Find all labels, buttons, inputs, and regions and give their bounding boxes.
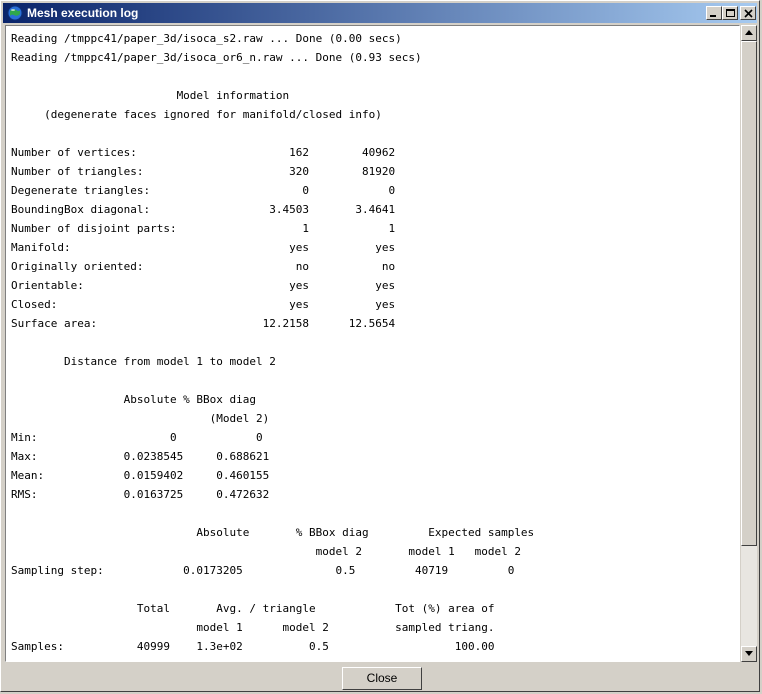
close-icon	[744, 9, 753, 18]
vertical-scrollbar[interactable]	[741, 25, 757, 662]
log-line: model 2 model 1 model 2	[11, 545, 521, 558]
log-line: Mean: 0.0159402 0.460155	[11, 469, 270, 482]
log-line: Sampling step: 0.0173205 0.5 40719 0	[11, 564, 515, 577]
log-line: Manifold: yes yes	[11, 241, 396, 254]
close-window-button[interactable]	[740, 6, 756, 20]
log-line: Reading /tmppc41/paper_3d/isoca_s2.raw ... Done (0.00 secs)	[11, 32, 402, 45]
log-line	[11, 504, 534, 523]
title-bar[interactable]	[3, 3, 757, 23]
log-line: Surface area: 12.2158 12.5654	[11, 317, 396, 330]
scroll-thumb[interactable]	[741, 41, 757, 546]
scroll-up-button[interactable]	[741, 25, 757, 41]
log-line	[11, 580, 534, 599]
log-line: Number of disjoint parts: 1 1	[11, 222, 396, 235]
log-line: Distance from model 1 to model 2	[11, 355, 276, 368]
arrow-up-icon	[745, 30, 753, 35]
log-line: Orientable: yes yes	[11, 279, 396, 292]
log-line	[11, 124, 534, 143]
arrow-down-icon	[745, 651, 753, 656]
log-line	[11, 333, 534, 352]
log-line: BoundingBox diagonal: 3.4503 3.4641	[11, 203, 396, 216]
maximize-button[interactable]	[722, 6, 738, 20]
minimize-button[interactable]	[706, 6, 722, 20]
log-line: Originally oriented: no no	[11, 260, 396, 273]
log-line: Total Avg. / triangle Tot (%) area of	[11, 602, 495, 615]
log-line: Closed: yes yes	[11, 298, 396, 311]
log-line: Absolute % BBox diag	[11, 393, 257, 406]
log-line: Model information	[11, 89, 290, 102]
log-content	[11, 29, 534, 656]
log-line: RMS: 0.0163725 0.472632	[11, 488, 270, 501]
close-button[interactable]: Close	[342, 667, 422, 690]
maximize-icon	[726, 9, 735, 18]
log-line	[11, 67, 534, 86]
scroll-down-button[interactable]	[741, 646, 757, 662]
log-line: model 1 model 2 sampled triang.	[11, 621, 495, 634]
log-text-area[interactable]	[5, 25, 740, 662]
log-line: (degenerate faces ignored for manifold/closed info)	[11, 108, 382, 121]
globe-app-icon	[7, 5, 23, 21]
log-line: Absolute % BBox diag Expected samples	[11, 526, 535, 539]
log-line: Max: 0.0238545 0.688621	[11, 450, 270, 463]
log-line: Number of vertices: 162 40962	[11, 146, 396, 159]
window-title: Mesh execution log	[27, 6, 139, 20]
log-line: Samples: 40999 1.3e+02 0.5 100.00	[11, 640, 495, 653]
log-line: Reading /tmppc41/paper_3d/isoca_or6_n.raw ... Done (0.93 secs)	[11, 51, 422, 64]
log-line	[11, 371, 534, 390]
log-line: Min: 0 0	[11, 431, 263, 444]
minimize-icon	[710, 9, 718, 17]
log-line: Number of triangles: 320 81920	[11, 165, 396, 178]
log-line: Degenerate triangles: 0 0	[11, 184, 396, 197]
log-line: (Model 2)	[11, 412, 270, 425]
